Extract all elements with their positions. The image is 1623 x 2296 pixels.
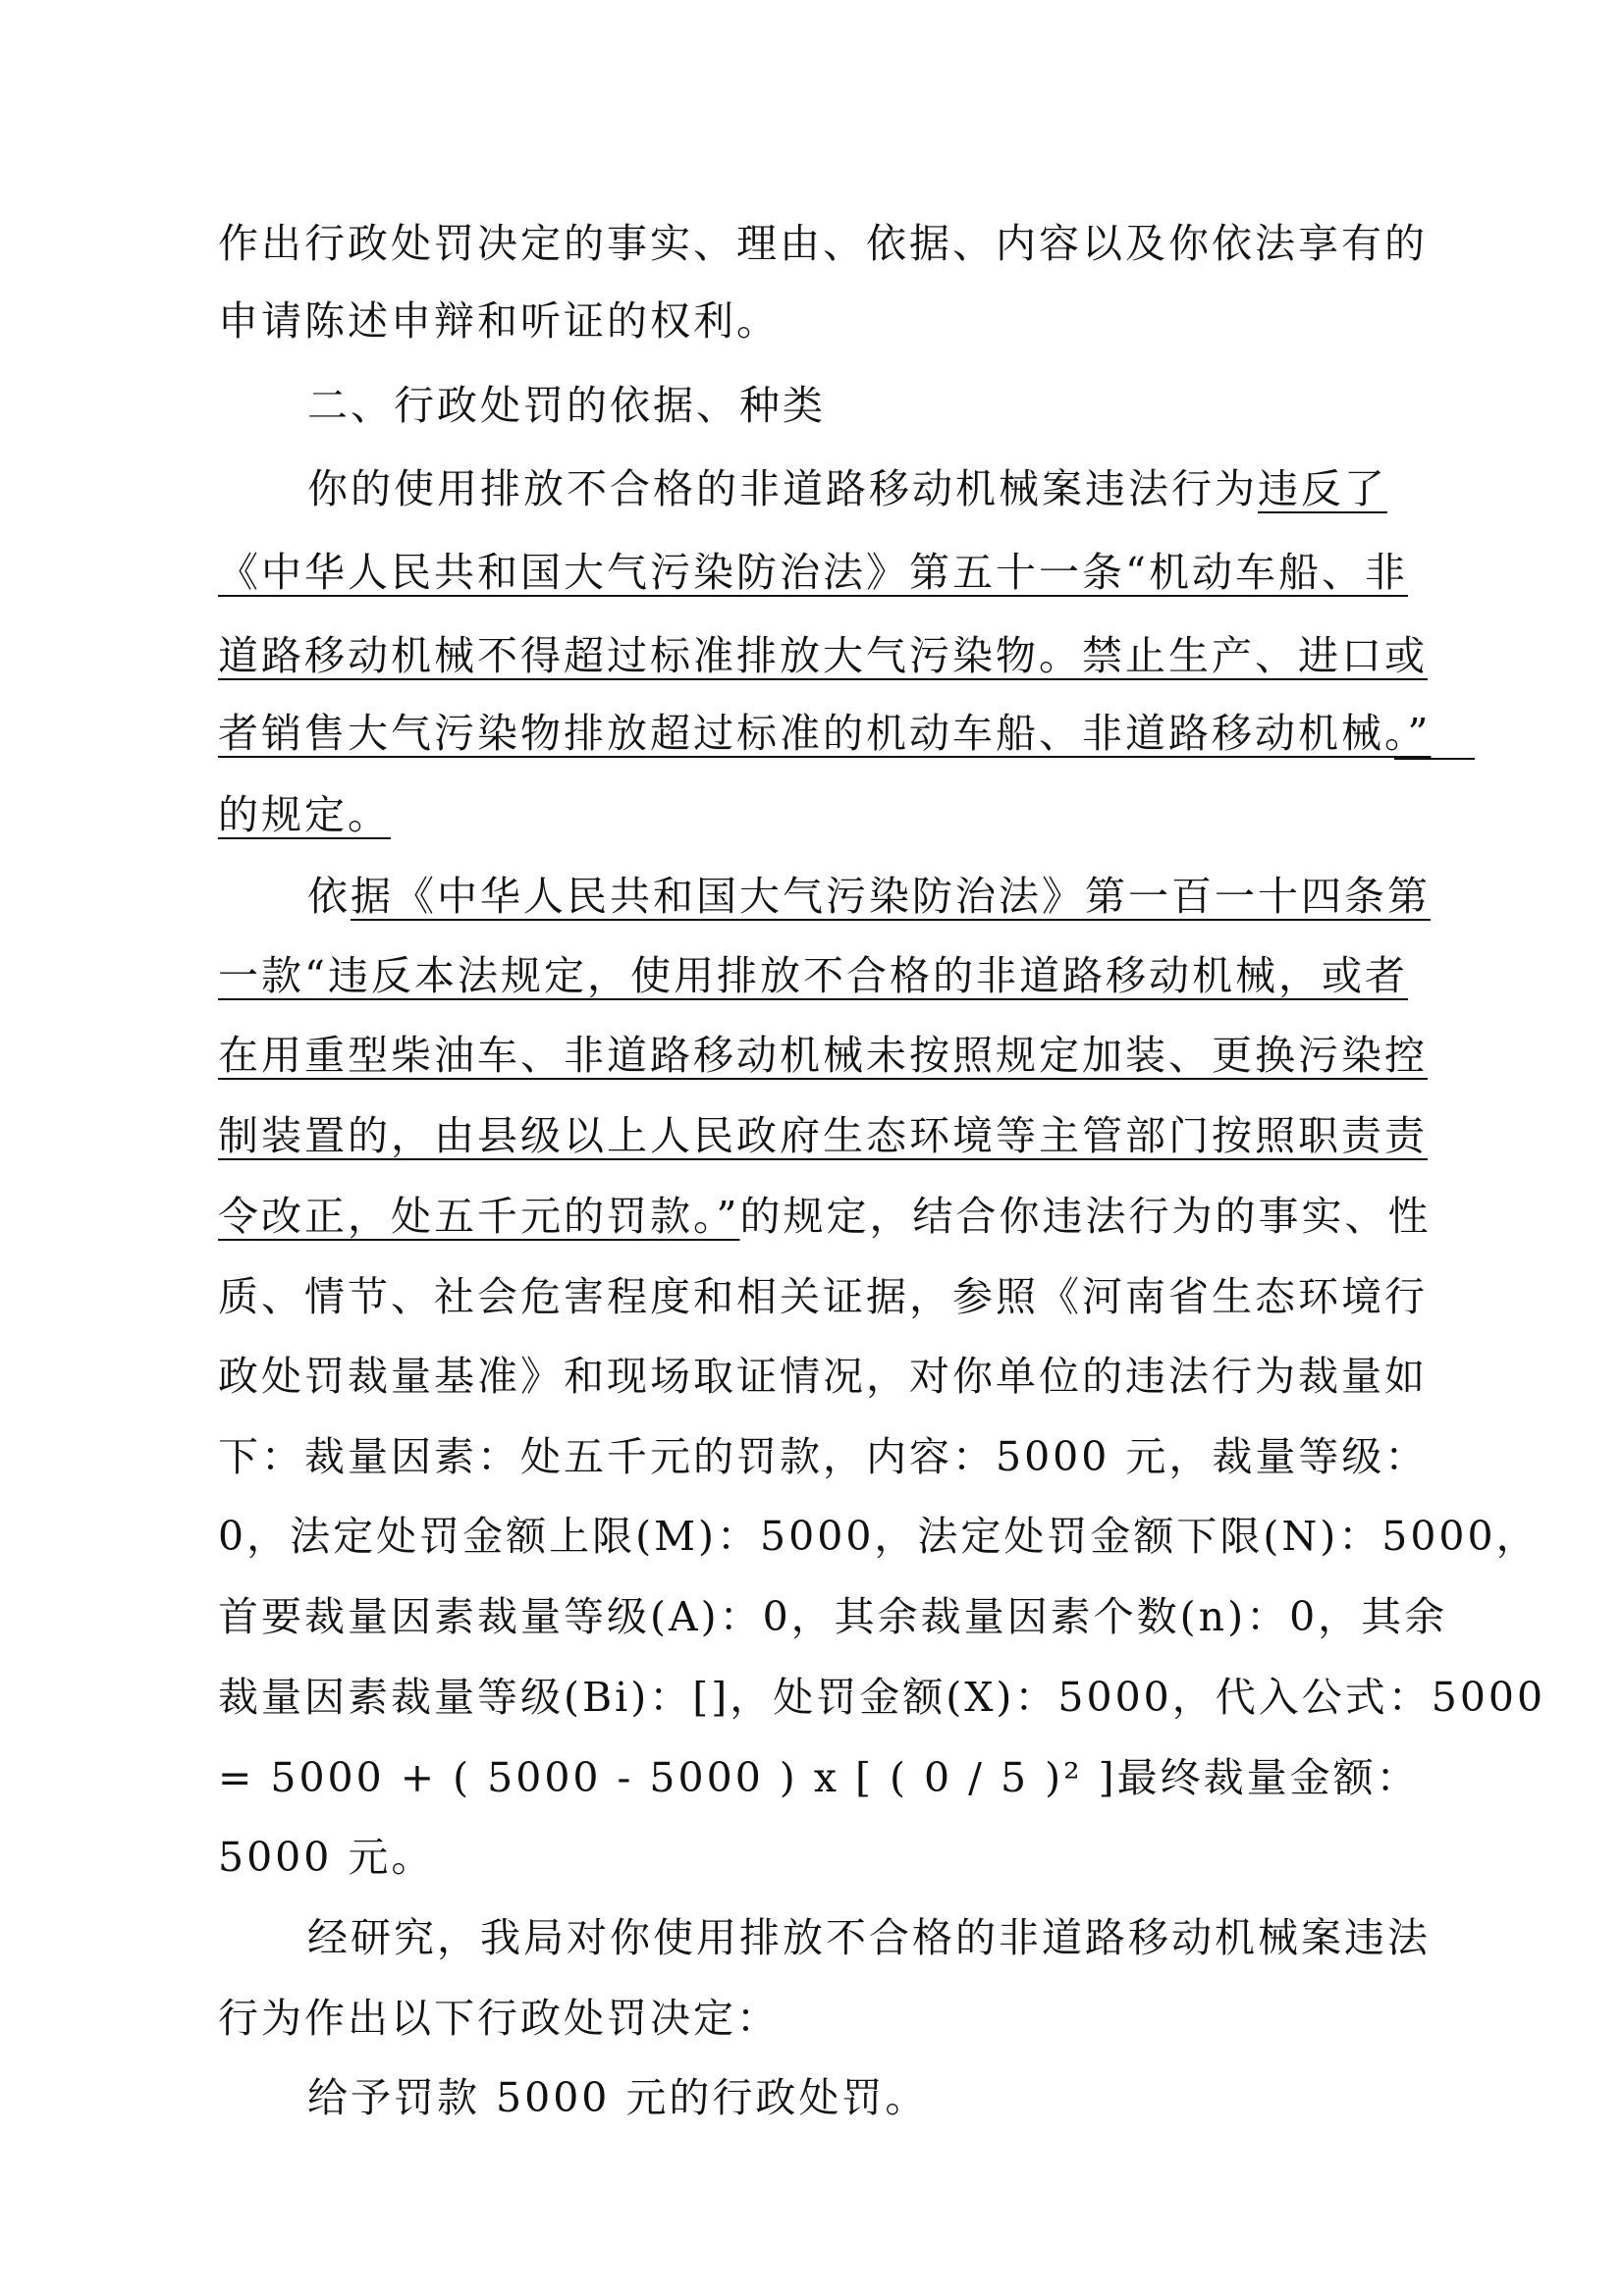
para3-line-5-underlined: 令改正，处五千元的罚款。” [218,1193,740,1240]
para3-line-5 [218,1187,1431,1246]
para4-line-2: 行为作出以下行政处罚决定： [218,1995,780,2042]
para3-line-7: 政处罚裁量基准》和现场取证情况，对你单位的违法行为裁量如 [218,1353,1428,1400]
underline-extension [1394,758,1475,760]
para3-line-4: 制装置的，由县级以上人民政府生态环境等主管部门按照职责责 [218,1112,1428,1159]
penalty-decision: 给予罚款 5000 元的行政处罚。 [307,2074,929,2121]
para3-line-6: 质、情节、社会危害程度和相关证据，参照《河南省生态环境行 [218,1273,1428,1320]
para2-line-3: 道路移动机械不得超过标准排放大气污染物。禁止生产、进口或 [218,632,1428,679]
para3-line-8: 下：裁量因素：处五千元的罚款，内容：5000 元，裁量等级： [218,1433,1429,1480]
para3-line-10: 首要裁量因素裁量等级(A)：0，其余裁量因素个数(n)：0，其余 [218,1593,1448,1640]
para3-line-3: 在用重型柴油车、非道路移动机械未按照规定加装、更换污染控 [218,1032,1428,1079]
para4-line-1: 经研究，我局对你使用排放不合格的非道路移动机械案违法 [307,1914,1431,1961]
para3-line-2: 一款“违反本法规定，使用排放不合格的非道路移动机械，或者 [218,952,1408,999]
para3-line-1 [307,867,1431,926]
para2-line-1-text: 你的使用排放不合格的非道路移动机械案违法行为 [307,465,1258,512]
formula-line: = 5000 + ( 5000 - 5000 ) x [ ( 0 / 5 )² ]最终裁量金额： [218,1754,1420,1801]
para2-line-1 [307,459,1387,518]
para2-line-2: 《中华人民共和国大气污染防治法》第五十一条“机动车船、非 [218,549,1408,596]
para2-line-4: 者销售大气污染物排放超过标准的机动车船、非道路移动机械。” [218,710,1432,757]
para1-line-1: 作出行政处罚决定的事实、理由、依据、内容以及你依法享有的 [218,220,1428,267]
para3-line-1-underlined: 据《中华人民共和国大气污染防治法》第一百一十四条第 [351,873,1431,920]
para3-line-5-text: 的规定，结合你违法行为的事实、性 [739,1193,1432,1240]
para2-line-5: 的规定。 [218,791,391,838]
para1-line-2: 申请陈述申辩和听证的权利。 [218,297,780,345]
para3-line-11: 裁量因素裁量等级(Bi)：[]，处罚金额(X)：5000，代入公式：5000 [218,1674,1546,1721]
section-heading: 二、行政处罚的依据、种类 [307,382,826,429]
para3-line-13: 5000 元。 [218,1834,435,1881]
para3-line-1-text: 依 [307,873,351,920]
para2-line-1-underlined: 违反了 [1258,465,1387,512]
para3-line-9: 0，法定处罚金额上限(M)：5000，法定处罚金额下限(N)：5000， [218,1513,1540,1560]
